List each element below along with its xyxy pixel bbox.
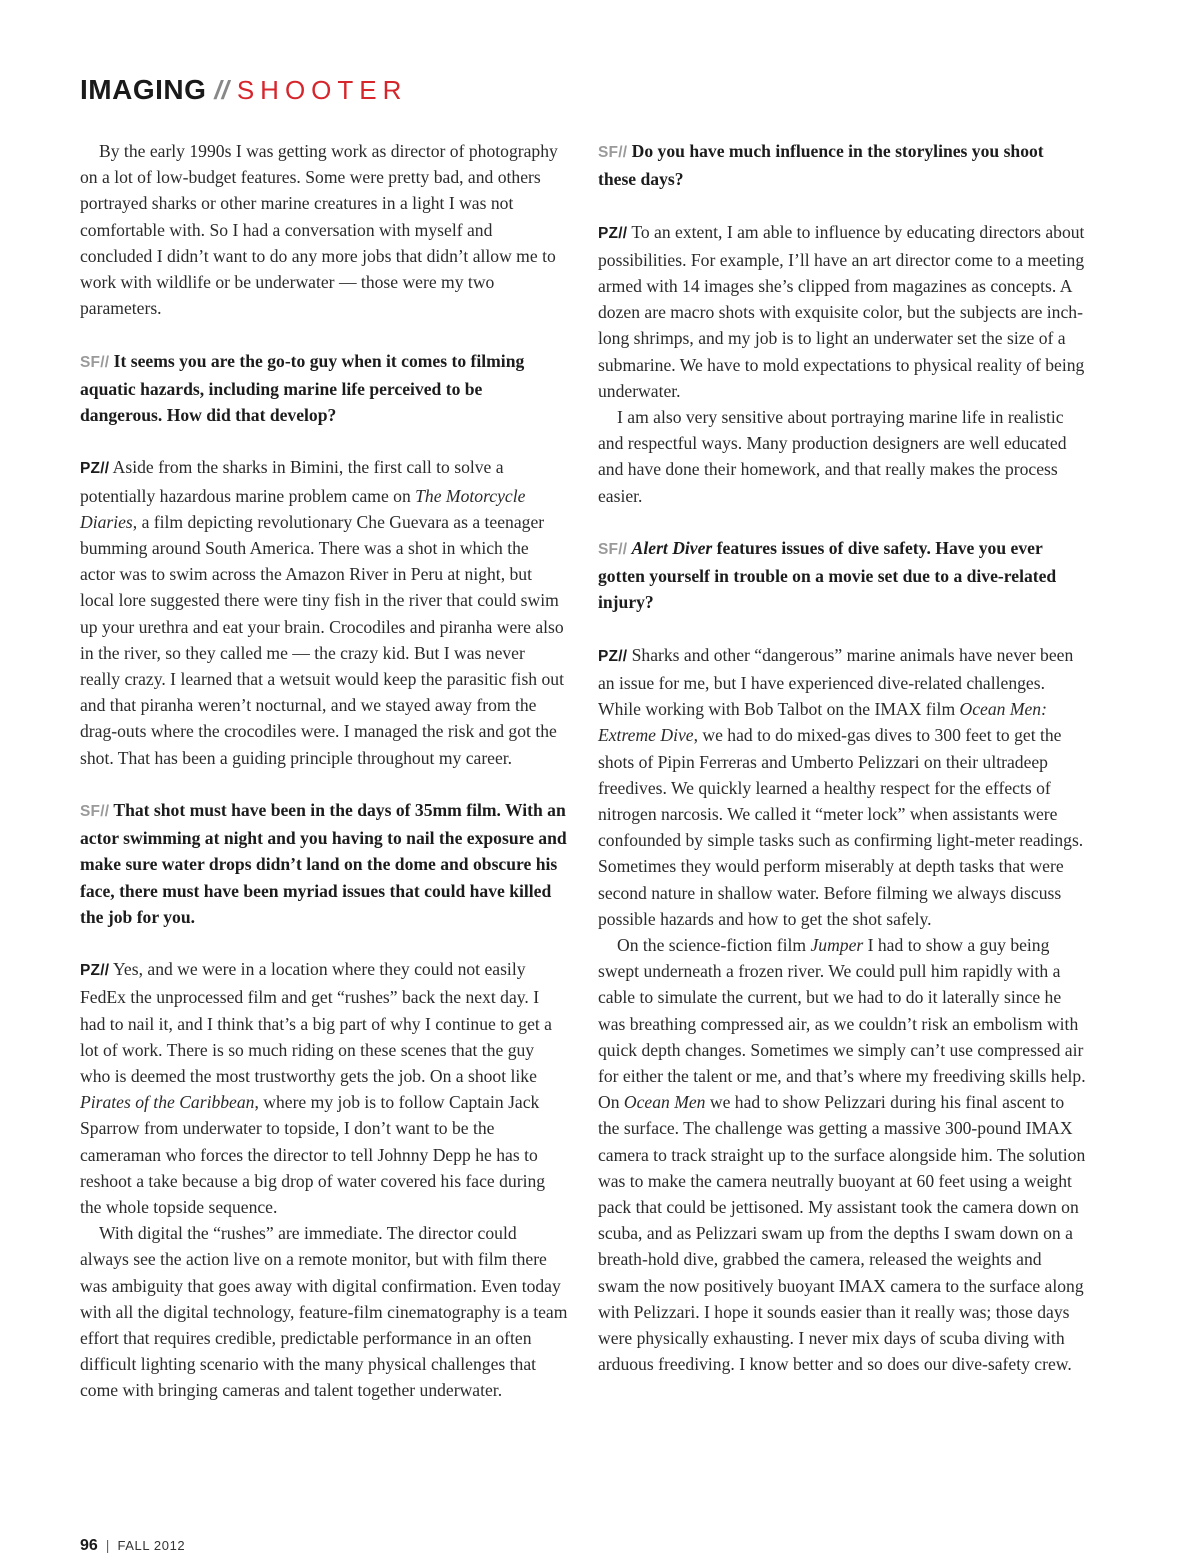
answer-4-cont-text-a: On the science-fiction film: [617, 935, 811, 956]
film-title: Jumper: [810, 935, 864, 956]
film-title: Pirates of the Caribbean: [80, 1092, 255, 1113]
right-column: [598, 138, 1086, 1378]
film-title: Ocean Men: [623, 1092, 706, 1113]
answer-1-text-b: , a film depicting revolutionary Che Guevara as a teenager bumming around South America. There was a shot in which the actor was to swim across the Amazon River in Peru at night, but local lore suggested there were tiny fish in the river that could swim up your urethra and eat your brain. Crocodiles and piranha were also in the river, so they called me — the crazy kid. But I was never really crazy. I learned that a wetsuit would keep the parasitic fish out and that piranha weren’t nocturnal, and we stayed away from the drag-outs where the crocodiles were. I managed the risk and got the shot. That has been a guiding principle throughout my career.: [80, 511, 564, 768]
section-subtitle: SHOOTER: [236, 75, 408, 105]
question-4: [598, 535, 1086, 616]
answer-3-continued: I am also very sensitive about portraying marine life in realistic and respectful ways. Many production designers are well educated and have done their homework, and that really makes the process easier.: [598, 407, 1067, 506]
page-footer: [80, 1537, 185, 1555]
question-3-text: Do you have much influence in the storylines you shoot these days?: [598, 141, 1044, 190]
left-column: [80, 138, 568, 1404]
answer-4-text-b: , we had to do mixed-gas dives to 300 feet to get the shots of Pipin Ferreras and Umberto Pelizzari on their ultradeep freedives. We quickly learned a healthy respect for the effects of nitrogen narcosis. We called it “meter lock” when assistants were confounded by simple tasks such as confirming light-meter readings. Sometimes they would perform miserably at depth tasks that were second nature in shallow water. Before filming we always discuss possible hazards and how to get the shot safely.: [598, 725, 1084, 929]
section-header: [80, 74, 407, 108]
page-number: 96: [80, 1537, 98, 1554]
answer-2-text-a: Yes, and we were in a location where they could not easily FedEx the unprocessed film and get “rushes” back the next day. I had to nail it, and I think that’s a big part of why I continue to get a lot of work. There is so much riding on these scenes that the guy who is deemed the most trustworthy gets the job. On a shoot like: [80, 959, 552, 1087]
question-1: [80, 348, 568, 429]
pz-label: PZ//: [80, 460, 110, 478]
header-separator: //: [214, 75, 229, 105]
question-4-text: features issues of dive safety. Have you ever gotten yourself in trouble on a movie set due to a dive-related injury?: [598, 538, 1057, 613]
answer-1: [80, 454, 568, 770]
issue-label: FALL 2012: [117, 1538, 186, 1553]
question-3: [598, 138, 1086, 192]
answer-2-continued: With digital the “rushes” are immediate. The director could always see the action live on a remote monitor, but with film there was ambiguity that goes away with digital confirmation. Even today with all the digital technology, feature-film cinematography is a team effort that requires credible, predictable performance in an often difficult lighting scenario with the many physical challenges that come with bringing cameras and talent together underwater.: [80, 1223, 568, 1401]
answer-3: [598, 219, 1086, 404]
film-title: Ocean Men: Extreme Dive: [598, 699, 1047, 746]
pz-label: PZ//: [598, 647, 628, 665]
section-title: IMAGING: [80, 74, 207, 105]
question-2-text: That shot must have been in the days of 35mm film. With an actor swimming at night and you having to nail the exposure and make sure water drops didn’t land on the dome and obscure his face, there must have been myriad issues that could have killed the job for you.: [80, 800, 567, 927]
sf-label: SF//: [80, 353, 110, 371]
answer-1-text-a: Aside from the sharks in Bimini, the first call to solve a potentially hazardous marine problem came on: [80, 457, 504, 506]
pz-label: PZ//: [80, 962, 110, 980]
answer-3-text: To an extent, I am able to influence by educating directors about possibilities. For example, I’ll have an art director come to a meeting armed with 14 images she’s clipped from magazines as concepts. A dozen are macro shots with exquisite color, but the subjects are inch-long shrimps, and my job is to light an underwater set the size of a submarine. We have to mold expectations to physical reality of being underwater.: [598, 221, 1085, 401]
footer-separator: |: [105, 1537, 110, 1553]
magazine-title: Alert Diver: [631, 538, 713, 559]
sf-label: SF//: [80, 803, 110, 821]
answer-4-cont-text-c: we had to show Pelizzari during his final ascent to the surface. The challenge was getting a massive 300-pound IMAX camera to track straight up to the surface alongside him. The solution was to make the camera neutrally buoyant at 60 feet using a weight pack that could be jettisoned. My assistant took the camera down on scuba, and as Pelizzari swam up from the depths I swam down on a breath-hold dive, grabbed the camera, released the weights and swam the now positively buoyant IMAX camera to the surface along with Pelizzari. I hope it sounds easier than it really was; those days were physically exhausting. I never mix days of scuba diving with arduous freediving. I know better and so does our dive-safety crew.: [598, 1092, 1086, 1375]
film-title: The Motorcycle Diaries: [80, 485, 526, 532]
intro-paragraph: By the early 1990s I was getting work as director of photography on a lot of low-budget features. Some were pretty bad, and others portrayed sharks or other marine creatures in a light I was not comfortable with. So I had a conversation with myself and concluded I didn’t want to do any more jobs that didn’t allow me to work with wildlife or be underwater — those were my two parameters.: [80, 141, 558, 319]
answer-4-continued: [598, 932, 1086, 1377]
answer-4: [598, 642, 1086, 932]
answer-4-text-a: Sharks and other “dangerous” marine animals have never been an issue for me, but I have experienced dive-related challenges. While working with Bob Talbot on the IMAX film: [598, 644, 1074, 720]
answer-4-cont-text-b: I had to show a guy being swept underneath a frozen river. We could pull him rapidly with a cable to simulate the current, but we had to do it laterally since he was breathing compressed air, as we couldn’t risk an embolism with quick depth changes. Sometimes we simply can’t use compressed air for either the talent or me, and that’s where my freediving skills help. On: [598, 935, 1086, 1113]
answer-2: [80, 956, 568, 1220]
sf-label: SF//: [598, 541, 628, 559]
question-2: [80, 797, 568, 930]
answer-2-text-b: , where my job is to follow Captain Jack Sparrow from underwater to topside, I don’t want to be the cameraman who forces the director to tell Johnny Depp he has to reshoot a take because a big drop of water covered his face during the whole topside sequence.: [80, 1092, 546, 1218]
pz-label: PZ//: [598, 224, 628, 242]
sf-label: SF//: [598, 144, 628, 161]
question-1-text: It seems you are the go-to guy when it comes to filming aquatic hazards, including marine life perceived to be dangerous. How did that develop?: [80, 350, 525, 426]
